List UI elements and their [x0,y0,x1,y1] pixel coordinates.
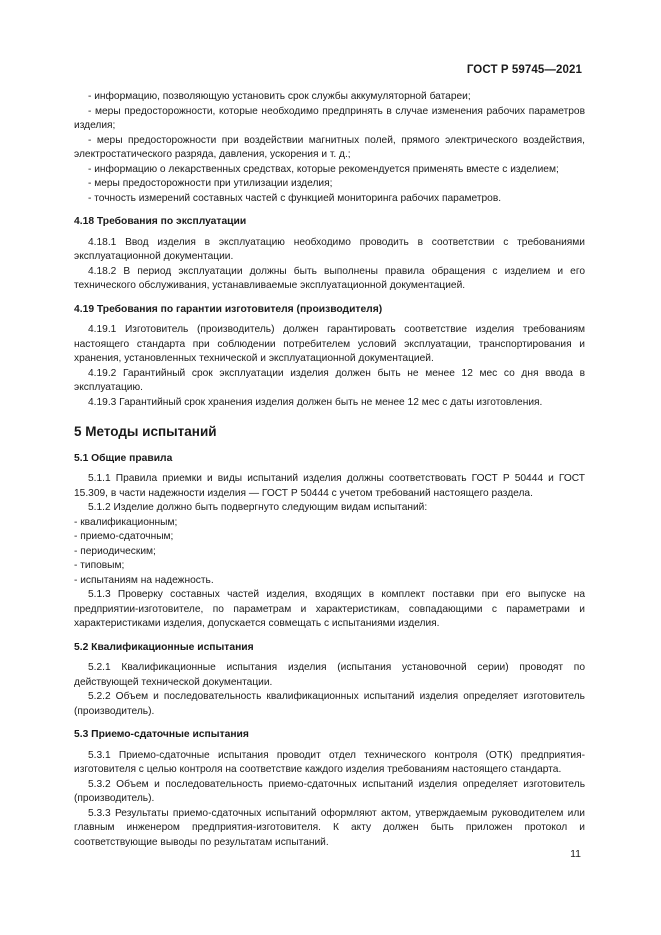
section-heading-5-3: 5.3 Приемо-сдаточные испытания [74,729,249,740]
section-heading-4-19 [74,303,585,318]
list-item: - точность измерений составных частей с функцией мониторинга рабочих параметров. [88,192,502,204]
paragraph-5-1-3: 5.1.3 Проверку составных частей изделия, входящих в комплект поставки при его выпуске на предприятии-изготовителе, по параметрам и характеристикам, совпадающими с параметрами и характеристиками изделия, допускается совмещать с испытаниями изделия. [74,589,585,629]
list-item: - приемо-сдаточным; [74,531,174,542]
paragraph-5-3-3: 5.3.3 Результаты приемо-сдаточных испытаний оформляют актом, утверждаемым руководителем или главным инженером предприятия-изготовителя. К акту должен быть приложен протокол и соответствующие выводы по результатам испытаний. [74,807,585,848]
paragraph-5-3-2: 5.3.2 Объем и последовательность приемо-сдаточных испытаний изделия определяет изготовитель (производитель). [74,778,585,804]
list-item: - меры предосторожности при воздействии магнитных полей, прямого электрического воздействия, электростатического разряда, давления, ускорения и т. д.; [74,134,585,160]
paragraph-4-19-2: 4.19.2 Гарантийный срок эксплуатации изделия должен быть не менее 12 мес со дня ввода в эксплуатацию. [74,367,585,393]
standard-header: ГОСТ Р 59745—2021 [466,64,582,76]
section-heading-5-1: 5.1 Общие правила [74,452,173,464]
page-number: 11 [570,848,581,860]
list-item: - испытаниям на надежность. [74,574,214,586]
paragraph-4-18-2: 4.18.2 В период эксплуатации должны быть выполнены правила обращения с изделием и его технического обслуживания, устанавливаемые эксплуатационной документацией. [74,265,585,291]
list-item: - типовым; [74,560,125,571]
list-item: - информацию о лекарственных средствах, которые рекомендуется применять вместе с изделием; [88,163,559,175]
section-heading-text: 4.19 Требования по гарантии изготовителя (производителя) [74,303,383,315]
paragraph-5-1-2: 5.1.2 Изделие должно быть подвергнуто следующим видам испытаний: [88,502,428,513]
section-heading-text: 4.18 Требования по эксплуатации [74,216,247,227]
list-item: - квалификационным; [74,516,178,528]
list-item: - меры предосторожности, которые необходимо предпринять в случае изменения рабочих параметров изделия; [74,105,585,131]
paragraph-4-19-3: 4.19.3 Гарантийный срок хранения изделия должен быть не менее 12 мес с даты изготовления. [88,396,543,408]
paragraph-5-2-2: 5.2.2 Объем и последовательность квалификационных испытаний изделия определяет изготовитель (производитель). [74,691,585,717]
paragraph-4-19-1: 4.19.1 Изготовитель (производитель) должен гарантировать соответствие изделия требованиям настоящего стандарта при соблюдении потребителем условий эксплуатации, транспортирования и хранения, установленных технической и эксплуатационной документацией. [74,324,585,364]
paragraph-5-1-1: 5.1.1 Правила приемки и виды испытаний изделия должны соответствовать ГОСТ Р 50444 и ГОСТ 15.309, в части надежности изделия — ГОСТ Р 50444 с учетом требований настоящего раздела. [74,473,585,499]
chapter-heading-5: 5 Методы испытаний [74,424,217,439]
section-heading-5-2: 5.2 Квалификационные испытания [74,641,254,653]
list-item: - меры предосторожности при утилизации изделия; [88,178,333,189]
paragraph-5-3-1: 5.3.1 Приемо-сдаточные испытания проводит отдел технического контроля (ОТК) предприятия-изготовителя с целью контроля на соответствие каждого изделия требованиям настоящего стандарта. [74,749,585,775]
paragraph-4-18-1: 4.18.1 Ввод изделия в эксплуатацию необходимо проводить в соответствии с требованиями эксплуатационной документации. [74,236,585,262]
section-heading-4-18 [74,215,585,230]
page-content [74,90,585,850]
list-item: - информацию, позволяющую установить срок службы аккумуляторной батареи; [88,91,471,102]
paragraph-5-2-1: 5.2.1 Квалификационные испытания изделия (испытания установочной серии) проводят по действующей технической документации. [74,662,585,688]
list-item: - периодическим; [74,545,156,557]
